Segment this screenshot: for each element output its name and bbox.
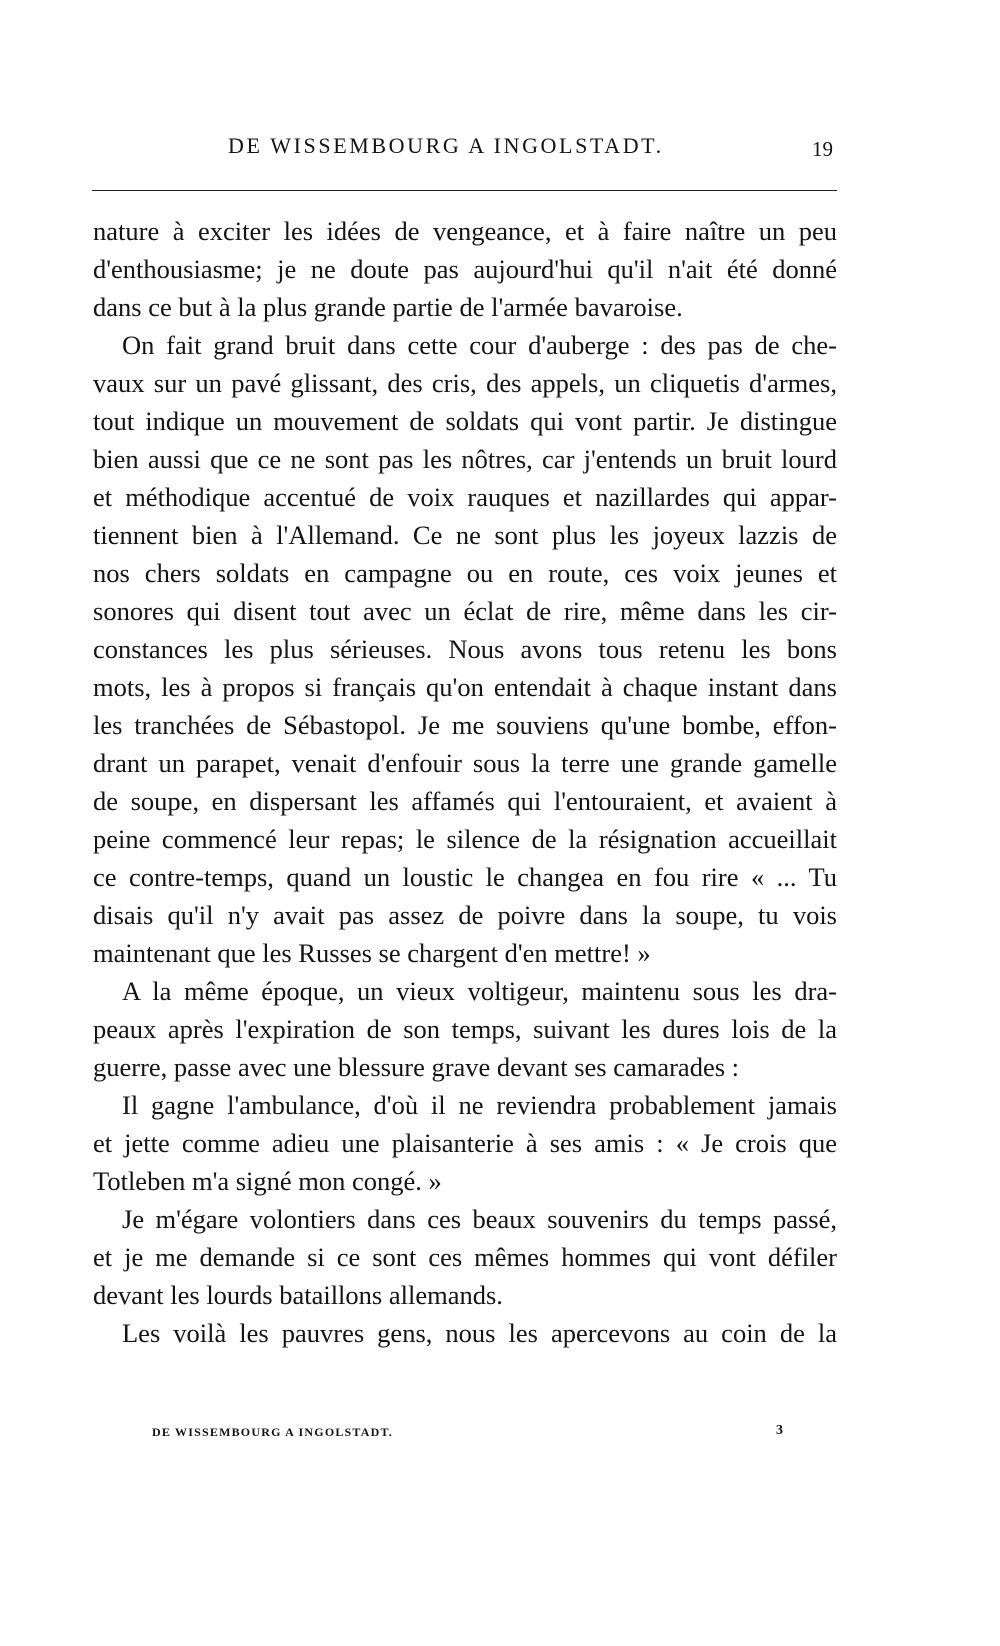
text-line: d'enthousiasme; je ne doute pas aujourd'hui qu'il n'ait été donné	[93, 254, 837, 284]
page-number: 19	[812, 137, 833, 161]
text-line: maintenant que les Russes se chargent d'en mettre! »	[93, 938, 651, 968]
text-line: guerre, passe avec une blessure grave devant ses camarades :	[93, 1052, 740, 1082]
text-line: mots, les à propos si français qu'on entendait à chaque instant dans	[93, 672, 837, 702]
text-line: peaux après l'expiration de son temps, suivant les dures lois de la	[93, 1014, 837, 1044]
text-line: ce contre-temps, quand un loustic le changea en fou rire « ... Tu	[93, 862, 837, 892]
text-line: Je m'égare volontiers dans ces beaux souvenirs du temps passé,	[122, 1204, 837, 1234]
text-line: Totleben m'a signé mon congé. »	[93, 1166, 442, 1196]
text-line: nos chers soldats en campagne ou en route, ces voix jeunes et	[93, 558, 837, 588]
text-line: devant les lourds bataillons allemands.	[93, 1280, 503, 1310]
text-line: bien aussi que ce ne sont pas les nôtres, car j'entends un bruit lourd	[93, 444, 837, 474]
text-line: et jette comme adieu une plaisanterie à ses amis : « Je crois que	[93, 1128, 837, 1158]
text-line: nature à exciter les idées de vengeance, et à faire naître un peu	[93, 216, 837, 246]
running-head-title: DE WISSEMBOURG A INGOLSTADT.	[228, 133, 664, 158]
text-line: On fait grand bruit dans cette cour d'auberge : des pas de che-	[122, 330, 837, 360]
text-line: drant un parapet, venait d'enfouir sous la terre une grande gamelle	[93, 748, 837, 778]
text-line: et méthodique accentué de voix rauques et nazillardes qui appar-	[93, 482, 837, 512]
text-line: vaux sur un pavé glissant, des cris, des appels, un cliquetis d'armes,	[93, 368, 837, 398]
text-line: tout indique un mouvement de soldats qui vont partir. Je distingue	[93, 406, 837, 436]
text-line: Les voilà les pauvres gens, nous les apercevons au coin de la	[122, 1318, 837, 1348]
text-line: constances les plus sérieuses. Nous avons tous retenu les bons	[93, 634, 837, 664]
text-line: de soupe, en dispersant les affamés qui l'entouraient, et avaient à	[93, 786, 837, 816]
text-line: dans ce but à la plus grande partie de l'armée bavaroise.	[93, 292, 683, 322]
text-line: les tranchées de Sébastopol. Je me souviens qu'une bombe, effon-	[93, 710, 837, 740]
signature-number: 3	[776, 1423, 783, 1438]
text-line: A la même époque, un vieux voltigeur, maintenu sous les dra-	[122, 976, 837, 1006]
text-line: sonores qui disent tout avec un éclat de rire, même dans les cir-	[93, 596, 837, 626]
signature-title: DE WISSEMBOURG A INGOLSTADT.	[152, 1425, 393, 1439]
text-line: Il gagne l'ambulance, d'où il ne reviendra probablement jamais	[122, 1090, 837, 1120]
text-line: peine commencé leur repas; le silence de la résignation accueillait	[93, 824, 837, 854]
text-line: disais qu'il n'y avait pas assez de poivre dans la soupe, tu vois	[93, 900, 837, 930]
text-line: tiennent bien à l'Allemand. Ce ne sont plus les joyeux lazzis de	[93, 520, 837, 550]
text-line: et je me demande si ce sont ces mêmes hommes qui vont défiler	[93, 1242, 837, 1272]
header-rule	[92, 190, 837, 191]
